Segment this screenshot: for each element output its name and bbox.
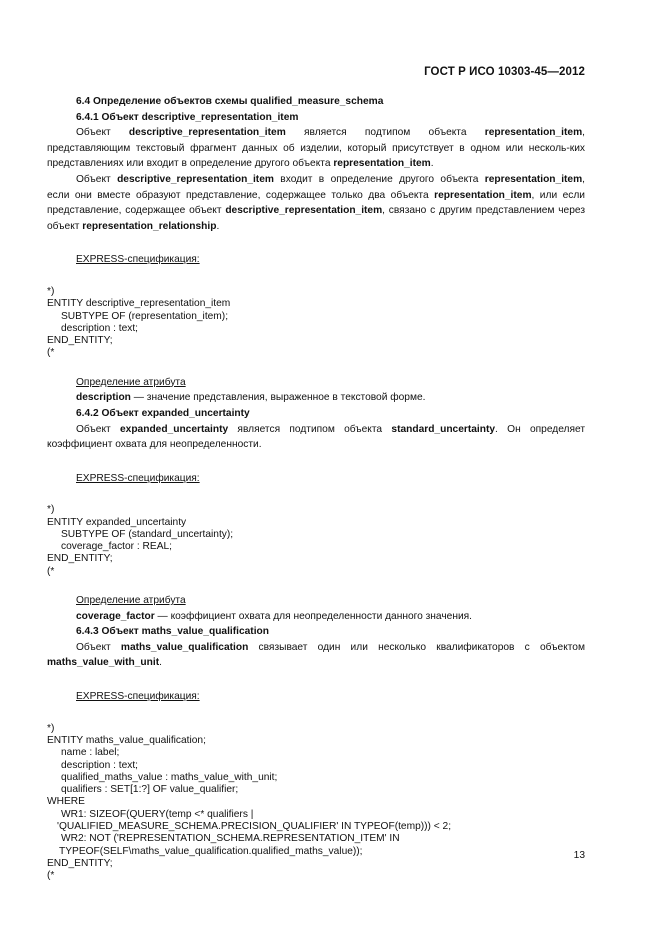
text-run: .	[159, 657, 162, 669]
text-run: , связано с другим представлением через объект	[47, 205, 585, 232]
text-run: , если они вместе образуют представление, содержащее только два объекта	[47, 173, 585, 201]
text-run: Объект	[76, 641, 121, 653]
section-title: 6.4 Определение объектов схемы qualified_measure_schema	[76, 96, 384, 107]
code-line: *)	[47, 285, 55, 297]
text-run: .	[216, 220, 220, 232]
text-run: является подтипом объекта	[285, 127, 485, 139]
code-line: 'QUALIFIED_MEASURE_SCHEMA.PRECISION_QUALIFIER' IN TYPEOF(temp))) < 2;	[57, 821, 452, 832]
express-code-643	[47, 723, 585, 883]
attr-definition-642	[47, 609, 585, 625]
bold-term: description	[76, 392, 131, 404]
paragraph-641-2	[47, 172, 585, 234]
code-line: qualifiers : SET[1:?] OF value_qualifier;	[61, 784, 239, 796]
text-run: Объект	[76, 127, 129, 139]
bold-term: descriptive_representation_item	[225, 205, 383, 217]
bold-term: expanded_uncertainty	[120, 423, 229, 435]
bold-term: representation_item	[434, 189, 532, 201]
text-run: , представляющим текстовый фрагмент данных об изделии, который присутствует в одном или несколь-ких представлениях или входит в определение другого объекта	[47, 127, 585, 170]
code-line: (*	[47, 870, 55, 882]
bold-term: representation_item	[484, 127, 583, 139]
code-line: TYPEOF(SELF\maths_value_qualification.qualified_maths_value));	[59, 845, 363, 857]
code-line: WHERE	[47, 796, 85, 808]
text-run: входит в определение другого объекта	[273, 173, 485, 185]
text-run: .	[430, 158, 434, 170]
code-line: END_ENTITY;	[47, 857, 113, 869]
attr-definition-641	[47, 390, 585, 406]
text-run: является подтипом объекта	[228, 423, 392, 435]
code-line: *)	[47, 504, 55, 516]
code-line: description : text;	[61, 322, 139, 334]
paragraph-641-1	[47, 125, 585, 172]
bold-term: maths_value_qualification	[120, 641, 249, 653]
express-code-642	[47, 504, 585, 578]
text-run: . Он определяет коэффициент охвата для неопределенности.	[47, 423, 586, 451]
code-line: ENTITY descriptive_representation_item	[47, 298, 231, 310]
bold-term: maths_value_with_unit	[47, 657, 160, 669]
code-line: *)	[47, 722, 55, 734]
code-line: qualified_maths_value : maths_value_with_unit;	[61, 771, 278, 783]
subsection-title-643: 6.4.3 Объект maths_value_qualification	[76, 626, 269, 638]
text-run: Объект	[76, 173, 118, 185]
subsection-title-642: 6.4.2 Объект expanded_uncertainty	[76, 407, 250, 419]
page-content	[47, 94, 585, 882]
express-label-643: EXPRESS-спецификация:	[76, 691, 200, 703]
code-line: WR2: NOT ('REPRESENTATION_SCHEMA.REPRESENTATION_ITEM' IN	[61, 833, 400, 845]
code-line: name : label;	[61, 747, 120, 759]
page-number: 13	[573, 850, 585, 861]
code-line: WR1: SIZEOF(QUERY(temp <* qualifiers |	[61, 808, 254, 820]
code-line: SUBTYPE OF (representation_item);	[61, 310, 229, 322]
express-label-642: EXPRESS-спецификация:	[76, 472, 200, 484]
text-run: Объект	[76, 423, 120, 435]
code-line: SUBTYPE OF (standard_uncertainty);	[61, 528, 234, 540]
bold-term: representation_item	[333, 158, 431, 170]
attr-label-642: Определение атрибута	[76, 595, 186, 607]
code-line: (*	[47, 565, 55, 577]
express-label-641: EXPRESS-спецификация:	[76, 254, 200, 266]
text-run: связывает один или несколько квалификаторов с объектом	[248, 641, 585, 653]
text-run: , или если представление, содержащее объект	[47, 189, 585, 217]
standard-header: ГОСТ Р ИСО 10303-45—2012	[424, 66, 585, 78]
bold-term: coverage_factor	[76, 610, 155, 622]
code-line: description : text;	[61, 759, 139, 771]
bold-term: representation_item	[484, 173, 583, 185]
code-line: ENTITY maths_value_qualification;	[47, 734, 206, 746]
code-line: ENTITY expanded_uncertainty	[47, 516, 187, 528]
code-line: coverage_factor : REAL;	[61, 541, 172, 553]
subsection-title-641: 6.4.1 Объект descriptive_representation_item	[76, 111, 299, 123]
bold-term: descriptive_representation_item	[128, 127, 286, 139]
code-line: END_ENTITY;	[47, 553, 113, 565]
attr-label-641: Определение атрибута	[76, 376, 186, 388]
bold-term: representation_relationship	[82, 220, 217, 232]
code-line: END_ENTITY;	[47, 335, 113, 347]
text-run: — коэффициент охвата для неопределенности данного значения.	[154, 610, 472, 622]
text-run: — значение представления, выраженное в текстовой форме.	[130, 392, 426, 404]
bold-term: descriptive_representation_item	[117, 173, 274, 185]
bold-term: standard_uncertainty	[391, 423, 496, 435]
paragraph-642-1	[47, 422, 585, 453]
paragraph-643-1	[47, 640, 585, 671]
express-code-641	[47, 286, 585, 360]
code-line: (*	[47, 347, 55, 359]
